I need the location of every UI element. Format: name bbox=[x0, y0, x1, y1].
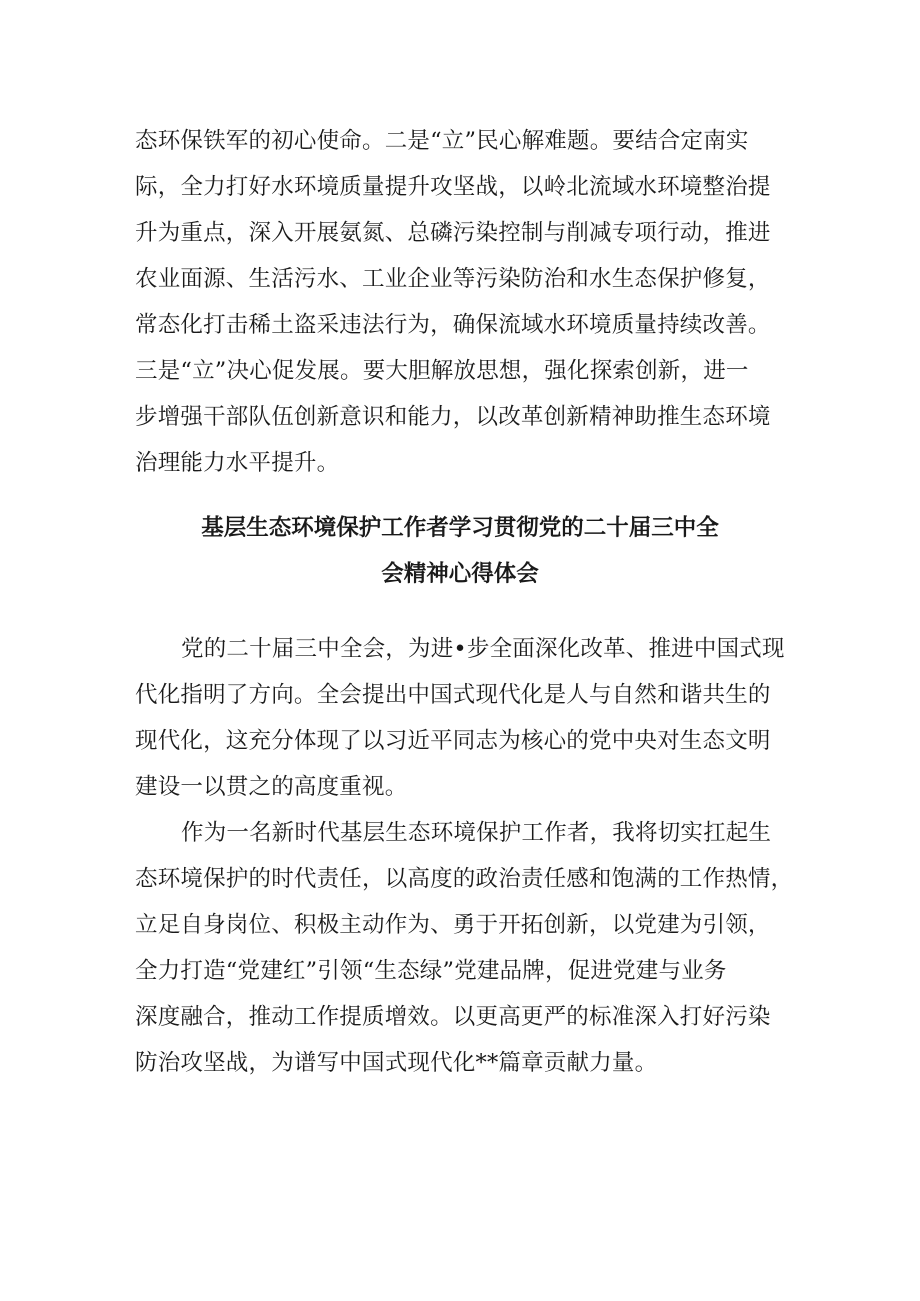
body-text bbox=[135, 626, 795, 1086]
paragraph-2 bbox=[135, 810, 795, 1086]
document-title-line-1: 基层生态环境保护工作者学习贯彻党的二十届三中全 bbox=[201, 515, 719, 541]
text-line: 立足自身岗位、积极主动作为、勇于开拓创新，以党建为引领， bbox=[135, 912, 771, 938]
text-line: 治理能力水平提升。 bbox=[135, 450, 340, 476]
text-line: 三是“立”决心促发展。要大胆解放思想，强化探索创新，进一 bbox=[135, 358, 749, 384]
continued-paragraph bbox=[135, 118, 795, 486]
text-line: 农业面源、生活污水、工业企业等污染防治和水生态保护修复， bbox=[135, 266, 771, 292]
text-line: 升为重点，深入开展氨氮、总磷污染控制与削减专项行动，推进 bbox=[135, 220, 771, 246]
paragraph-1 bbox=[135, 626, 795, 810]
text-line: 常态化打击稀土盗采违法行为，确保流域水环境质量持续改善。 bbox=[135, 312, 771, 338]
document-title-line-2: 会精神心得体会 bbox=[381, 561, 539, 587]
text-line: 建设一以贯之的高度重视。 bbox=[135, 774, 408, 800]
text-line: 防治攻坚战，为谱写中国式现代化**篇章贡献力量。 bbox=[135, 1050, 658, 1076]
text-line: 作为一名新时代基层生态环境保护工作者，我将切实扛起生 bbox=[181, 820, 772, 846]
text-line: 际，全力打好水环境质量提升攻坚战，以岭北流域水环境整治提 bbox=[135, 174, 771, 200]
text-line: 全力打造“党建红”引领“生态绿”党建品牌，促进党建与业务 bbox=[135, 958, 727, 984]
text-line: 态环境保护的时代责任，以高度的政治责任感和饱满的工作热情， bbox=[135, 866, 794, 892]
text-line: 现代化，这充分体现了以习近平同志为核心的党中央对生态文明 bbox=[135, 728, 771, 754]
text-line: 深度融合，推动工作提质增效。以更高更严的标准深入打好污染 bbox=[135, 1004, 771, 1030]
text-line: 代化指明了方向。全会提出中国式现代化是人与自然和谐共生的 bbox=[135, 682, 771, 708]
text-line: 态环保铁军的初心使命。二是“立”民心解难题。要结合定南实 bbox=[135, 128, 749, 154]
text-line: 党的二十届三中全会，为进•步全面深化改革、推进中国式现 bbox=[181, 636, 785, 662]
text-line: 步增强干部队伍创新意识和能力，以改革创新精神助推生态环境 bbox=[135, 404, 771, 430]
